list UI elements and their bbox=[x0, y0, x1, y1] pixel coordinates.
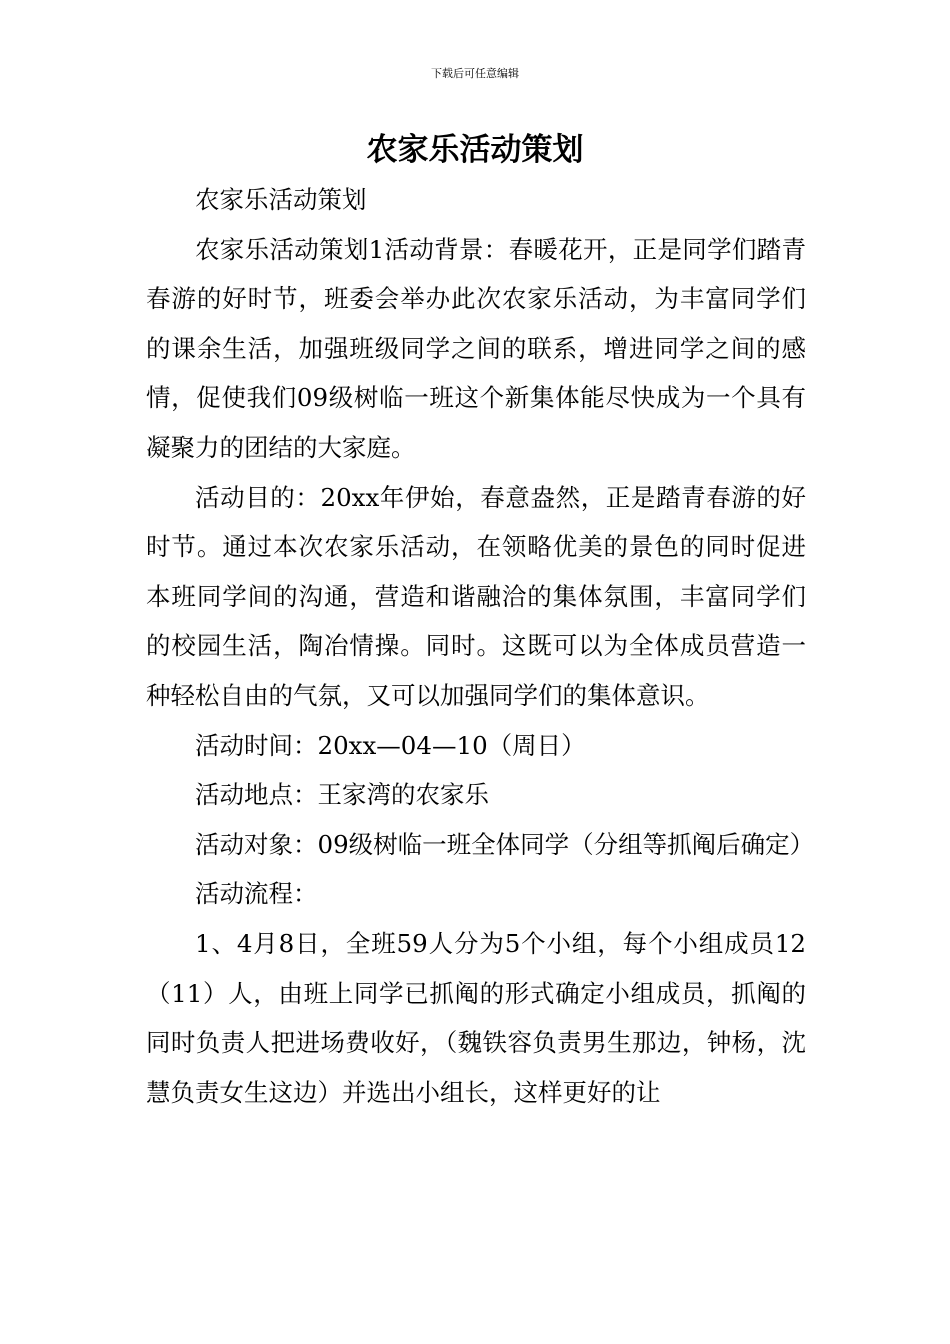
paragraph-participants: 活动对象：09级树临一班全体同学（分组等抓阄后确定） bbox=[195, 829, 815, 859]
document-title: 农家乐活动策划 bbox=[366, 132, 584, 168]
paragraph-time: 活动时间：20xx—04—10（周日） bbox=[195, 730, 586, 760]
paragraph-location: 活动地点：王家湾的农家乐 bbox=[195, 780, 489, 810]
document-body bbox=[146, 175, 815, 1117]
paragraph-subtitle: 农家乐活动策划 bbox=[195, 185, 367, 214]
paragraph-background: 农家乐活动策划1活动背景：春暖花开，正是同学们踏青春游的好时节，班委会举办此次农家乐活动，为丰富同学们的课余生活，加强班级同学之间的联系，增进同学之间的感情，促使我们09级树临一班这个新集体能尽快成为一个具有凝聚力的团结的大家庭。 bbox=[146, 234, 806, 462]
header-note: 下载后可任意编辑 bbox=[431, 67, 519, 80]
paragraph-process-heading: 活动流程： bbox=[195, 879, 318, 909]
paragraph-process-step-1: 1、4月8日，全班59人分为5个小组，每个小组成员12（11）人，由班上同学已抓阄的形式确定小组成员，抓阄的同时负责人把进场费收好，（魏铁容负责男生那边，钟杨，沈慧负责女生这边）并选出小组长，这样更好的让 bbox=[146, 928, 806, 1107]
paragraph-purpose: 活动目的：20xx年伊始，春意盎然，正是踏青春游的好时节。通过本次农家乐活动，在领略优美的景色的同时促进本班同学间的沟通，营造和谐融洽的集体氛围，丰富同学们的校园生活，陶冶情操。同时。这既可以为全体成员营造一种轻松自由的气氛，又可以加强同学们的集体意识。 bbox=[146, 482, 806, 710]
